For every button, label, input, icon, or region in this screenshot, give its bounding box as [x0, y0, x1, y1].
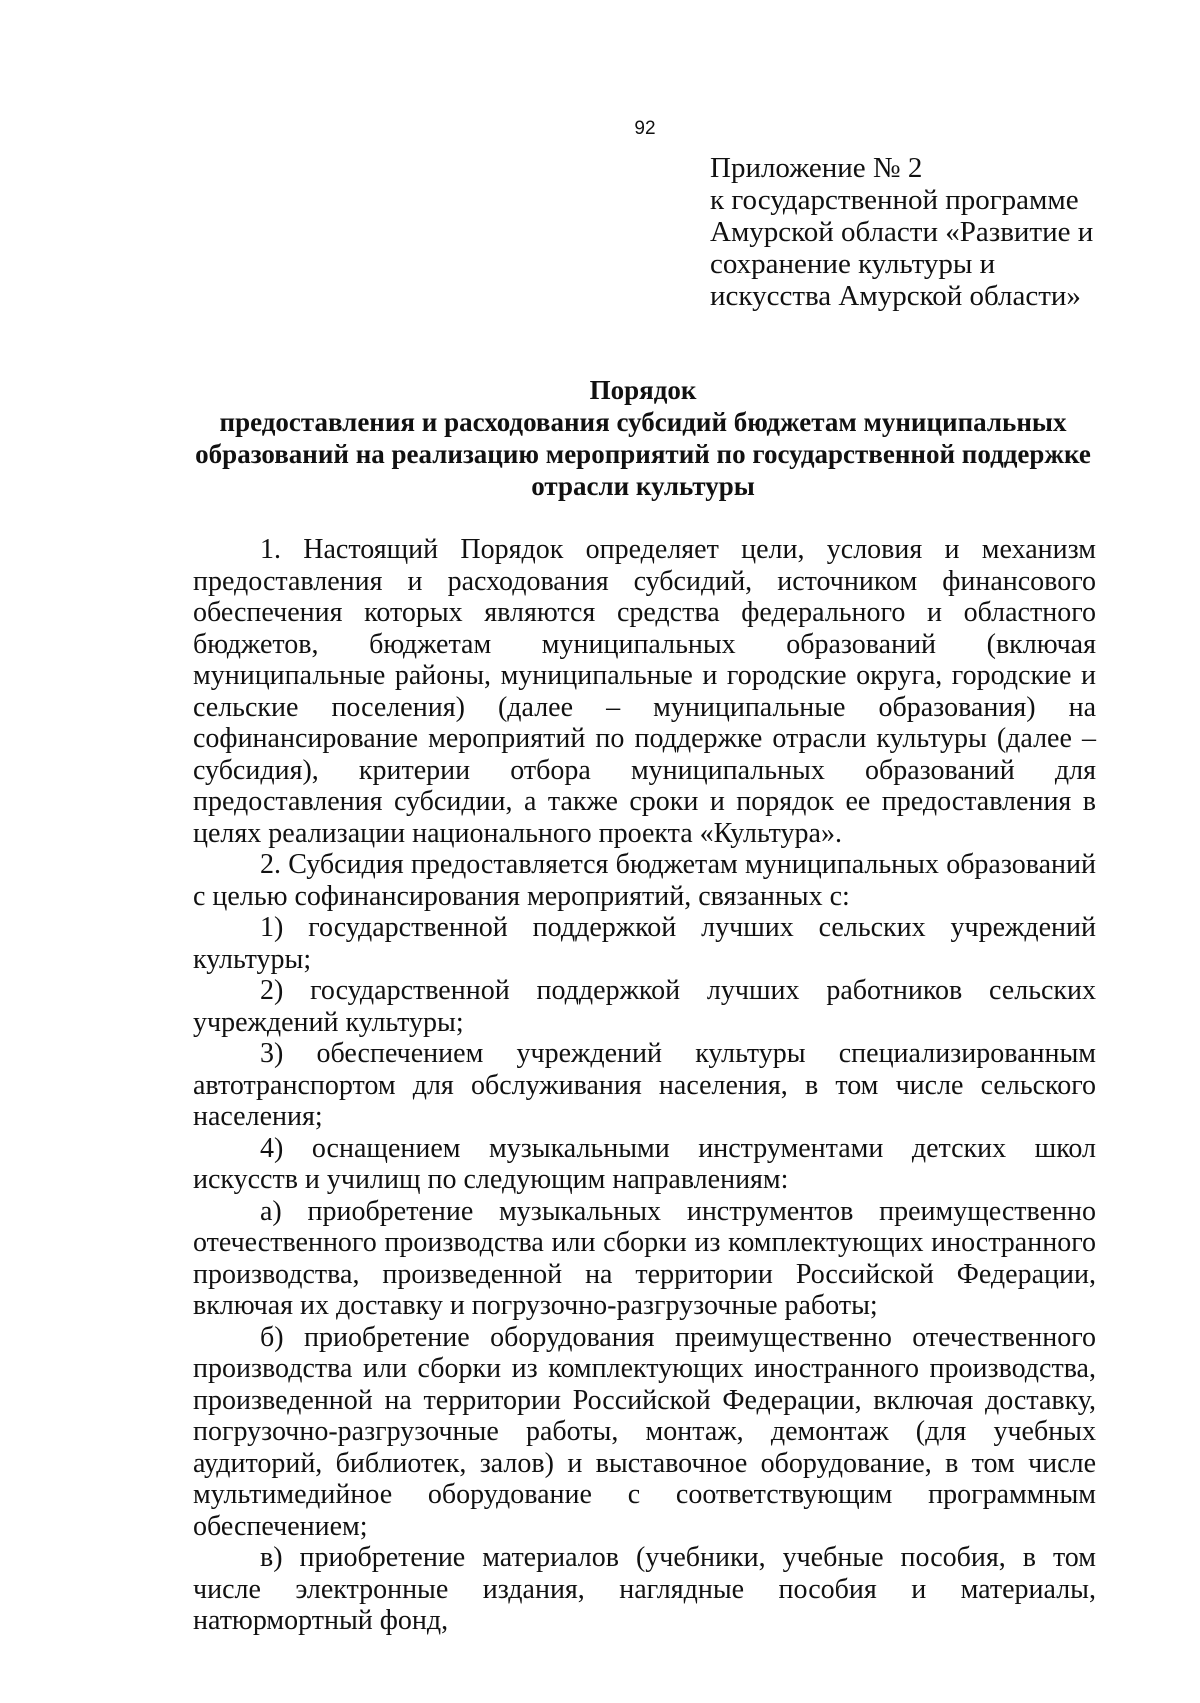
document-title [190, 374, 1096, 502]
appendix-line: сохранение культуры и [710, 248, 996, 280]
title-line: отрасли культуры [531, 471, 755, 501]
appendix-line: Амурской области «Развитие и [710, 216, 1094, 248]
paragraph: 3) обеспечением учреждений культуры специализированным автотранспортом для обслуживания населения, в том числе сельского населения; [193, 1038, 1096, 1132]
paragraph: а) приобретение музыкальных инструментов преимущественно отечественного производства или сборки из комплектующих иностранного производства, произведенной на территории Российской Федерации, включая их доставку и погрузочно-разгрузочные работы; [193, 1195, 1096, 1321]
paragraph: 1. Настоящий Порядок определяет цели, условия и механизм предоставления и расходования субсидий, источником финансового обеспечения которых являются средства федерального и областного бюджетов, бюджетам муниципальных образований (включая муниципальные районы, муниципальные и городские округа, городские и сельские поселения) (далее – муниципальные образования) на софинансирование мероприятий по поддержке отрасли культуры (далее – субсидия), критерии отбора муниципальных образований для предоставления субсидии, а также сроки и порядок ее предоставления в целях реализации национального проекта «Культура». [193, 534, 1096, 849]
title-line: образований на реализацию мероприятий по государственной поддержке [195, 439, 1091, 469]
paragraph: 4) оснащением музыкальными инструментами детских школ искусств и училищ по следующим направлениям: [193, 1132, 1096, 1195]
appendix-note [710, 152, 1130, 312]
paragraph: 1) государственной поддержкой лучших сельских учреждений культуры; [193, 912, 1096, 975]
title-line: предоставления и расходования субсидий бюджетам муниципальных [219, 407, 1067, 437]
appendix-line: Приложение № 2 [710, 152, 923, 184]
paragraph: 2) государственной поддержкой лучших работников сельских учреждений культуры; [193, 975, 1096, 1038]
appendix-line: к государственной программе [710, 184, 1079, 216]
title-heading: Порядок [589, 375, 697, 405]
appendix-line: искусства Амурской области» [710, 280, 1081, 312]
paragraph: в) приобретение материалов (учебники, учебные пособия, в том числе электронные издания, наглядные пособия и материалы, натюрмортный фонд, [193, 1542, 1096, 1636]
document-body [193, 534, 1096, 1637]
paragraph: 2. Субсидия предоставляется бюджетам муниципальных образований с целью софинансирования мероприятий, связанных с: [193, 849, 1096, 912]
paragraph: б) приобретение оборудования преимущественно отечественного производства или сборки из комплектующих иностранного производства, произведенной на территории Российской Федерации, включая доставку, погрузочно-разгрузочные работы, монтаж, демонтаж (для учебных аудиторий, библиотек, залов) и выставочное оборудование, в том числе мультимедийное оборудование с соответствующим программным обеспечением; [193, 1321, 1096, 1542]
page-number: 92 [634, 118, 656, 139]
